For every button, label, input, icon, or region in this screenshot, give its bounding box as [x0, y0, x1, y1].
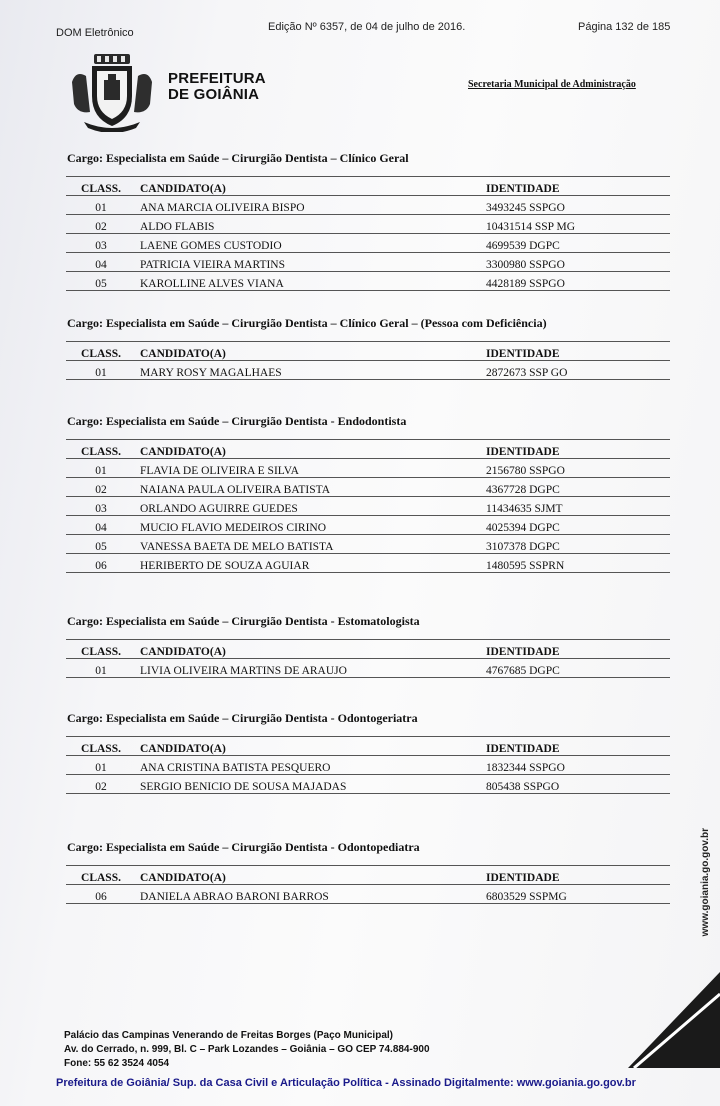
candidate-cell: ORLANDO AGUIRRE GUEDES	[136, 497, 486, 516]
col-candidate: CANDIDATO(A)	[136, 177, 486, 196]
brand-line-2: DE GOIÂNIA	[168, 86, 260, 103]
col-identity: IDENTIDADE	[486, 440, 670, 459]
table-header-row	[66, 866, 670, 885]
table-row	[66, 215, 670, 234]
table-row	[66, 459, 670, 478]
col-identity: IDENTIDADE	[486, 640, 670, 659]
table-row	[66, 885, 670, 904]
class-cell: 04	[66, 253, 136, 272]
identity-cell: 6803529 SSPMG	[486, 885, 670, 904]
table-header-row	[66, 440, 670, 459]
candidate-cell: ALDO FLABIS	[136, 215, 486, 234]
candidate-cell: KAROLLINE ALVES VIANA	[136, 272, 486, 291]
class-cell: 06	[66, 885, 136, 904]
results-table	[66, 439, 670, 573]
identity-cell: 4025394 DGPC	[486, 516, 670, 535]
section-odontopediatra	[66, 840, 670, 904]
results-table	[66, 639, 670, 678]
identity-cell: 4699539 DGPC	[486, 234, 670, 253]
class-cell: 03	[66, 234, 136, 253]
identity-cell: 1832344 SSPGO	[486, 756, 670, 775]
cargo-title: Cargo: Especialista em Saúde – Cirurgião Dentista - Endodontista	[67, 414, 407, 428]
class-cell: 01	[66, 756, 136, 775]
edition-label: Edição Nº 6357, de 04 de julho de 2016.	[268, 21, 466, 33]
col-class: CLASS.	[66, 866, 136, 885]
footer-address: Av. do Cerrado, n. 999, Bl. C – Park Lozandes – Goiânia – GO CEP 74.884-900	[64, 1044, 430, 1055]
cargo-title: Cargo: Especialista em Saúde – Cirurgião Dentista - Odontopediatra	[67, 840, 420, 854]
coat-of-arms-icon	[66, 52, 158, 132]
col-class: CLASS.	[66, 440, 136, 459]
candidate-cell: ANA CRISTINA BATISTA PESQUERO	[136, 756, 486, 775]
footer-signature: Prefeitura de Goiânia/ Sup. da Casa Civil e Articulação Política - Assinado Digitalmente: www.goiania.go.gov.br	[56, 1077, 636, 1089]
identity-cell: 4767685 DGPC	[486, 659, 670, 678]
brand-name	[168, 71, 266, 103]
class-cell: 01	[66, 196, 136, 215]
table-row	[66, 756, 670, 775]
candidate-cell: FLAVIA DE OLIVEIRA E SILVA	[136, 459, 486, 478]
class-cell: 01	[66, 659, 136, 678]
col-identity: IDENTIDADE	[486, 866, 670, 885]
page-number: Página 132 de 185	[578, 21, 671, 33]
cargo-title: Cargo: Especialista em Saúde – Cirurgião Dentista - Odontogeriatra	[67, 711, 418, 725]
identity-cell: 2872673 SSP GO	[486, 361, 670, 380]
table-row	[66, 478, 670, 497]
table-row	[66, 535, 670, 554]
identity-cell: 3107378 DGPC	[486, 535, 670, 554]
candidate-cell: DANIELA ABRAO BARONI BARROS	[136, 885, 486, 904]
results-table	[66, 341, 670, 380]
table-row	[66, 554, 670, 573]
table-row	[66, 196, 670, 215]
class-cell: 04	[66, 516, 136, 535]
cargo-title: Cargo: Especialista em Saúde – Cirurgião Dentista – Clínico Geral – (Pessoa com Deficiência)	[67, 316, 547, 330]
footer-phone: Fone: 55 62 3524 4054	[64, 1058, 170, 1069]
dom-label: DOM Eletrônico	[56, 27, 134, 39]
table-row	[66, 497, 670, 516]
table-row	[66, 659, 670, 678]
candidate-cell: ANA MARCIA OLIVEIRA BISPO	[136, 196, 486, 215]
table-header-row	[66, 640, 670, 659]
class-cell: 02	[66, 478, 136, 497]
section-odontogeriatra	[66, 711, 670, 794]
candidate-cell: MUCIO FLAVIO MEDEIROS CIRINO	[136, 516, 486, 535]
col-candidate: CANDIDATO(A)	[136, 342, 486, 361]
corner-triangle-icon	[628, 972, 720, 1068]
section-clinico-geral	[66, 151, 670, 291]
candidate-cell: SERGIO BENICIO DE SOUSA MAJADAS	[136, 775, 486, 794]
section-estomatologista	[66, 614, 670, 678]
class-cell: 01	[66, 361, 136, 380]
secretaria-title: Secretaria Municipal de Administração	[468, 79, 636, 90]
identity-cell: 805438 SSPGO	[486, 775, 670, 794]
class-cell: 02	[66, 775, 136, 794]
identity-cell: 3300980 SSPGO	[486, 253, 670, 272]
table-header-row	[66, 737, 670, 756]
identity-cell: 3493245 SSPGO	[486, 196, 670, 215]
section-endodontista	[66, 414, 670, 573]
class-cell: 03	[66, 497, 136, 516]
candidate-cell: HERIBERTO DE SOUZA AGUIAR	[136, 554, 486, 573]
col-class: CLASS.	[66, 640, 136, 659]
table-row	[66, 775, 670, 794]
table-row	[66, 234, 670, 253]
col-class: CLASS.	[66, 177, 136, 196]
col-identity: IDENTIDADE	[486, 737, 670, 756]
results-table	[66, 736, 670, 794]
side-url-link[interactable]: www.goiania.go.gov.br	[700, 828, 711, 937]
results-table	[66, 865, 670, 904]
col-candidate: CANDIDATO(A)	[136, 866, 486, 885]
candidate-cell: LIVIA OLIVEIRA MARTINS DE ARAUJO	[136, 659, 486, 678]
col-class: CLASS.	[66, 342, 136, 361]
table-row	[66, 253, 670, 272]
class-cell: 02	[66, 215, 136, 234]
candidate-cell: MARY ROSY MAGALHAES	[136, 361, 486, 380]
identity-cell: 1480595 SSPRN	[486, 554, 670, 573]
footer-palace: Palácio das Campinas Venerando de Freitas Borges (Paço Municipal)	[64, 1030, 393, 1041]
col-class: CLASS.	[66, 737, 136, 756]
cargo-title: Cargo: Especialista em Saúde – Cirurgião Dentista - Estomatologista	[67, 614, 420, 628]
candidate-cell: VANESSA BAETA DE MELO BATISTA	[136, 535, 486, 554]
col-identity: IDENTIDADE	[486, 177, 670, 196]
col-candidate: CANDIDATO(A)	[136, 640, 486, 659]
class-cell: 01	[66, 459, 136, 478]
table-row	[66, 272, 670, 291]
identity-cell: 10431514 SSP MG	[486, 215, 670, 234]
class-cell: 06	[66, 554, 136, 573]
identity-cell: 11434635 SJMT	[486, 497, 670, 516]
class-cell: 05	[66, 272, 136, 291]
brand-line-1: PREFEITURA	[168, 70, 266, 87]
class-cell: 05	[66, 535, 136, 554]
identity-cell: 2156780 SSPGO	[486, 459, 670, 478]
candidate-cell: NAIANA PAULA OLIVEIRA BATISTA	[136, 478, 486, 497]
candidate-cell: PATRICIA VIEIRA MARTINS	[136, 253, 486, 272]
table-row	[66, 516, 670, 535]
candidate-cell: LAENE GOMES CUSTODIO	[136, 234, 486, 253]
col-candidate: CANDIDATO(A)	[136, 737, 486, 756]
table-header-row	[66, 177, 670, 196]
identity-cell: 4428189 SSPGO	[486, 272, 670, 291]
table-row	[66, 361, 670, 380]
results-table	[66, 176, 670, 291]
cargo-title: Cargo: Especialista em Saúde – Cirurgião Dentista – Clínico Geral	[67, 151, 409, 165]
col-identity: IDENTIDADE	[486, 342, 670, 361]
table-header-row	[66, 342, 670, 361]
col-candidate: CANDIDATO(A)	[136, 440, 486, 459]
section-clinico-geral-pcd	[66, 316, 670, 380]
identity-cell: 4367728 DGPC	[486, 478, 670, 497]
